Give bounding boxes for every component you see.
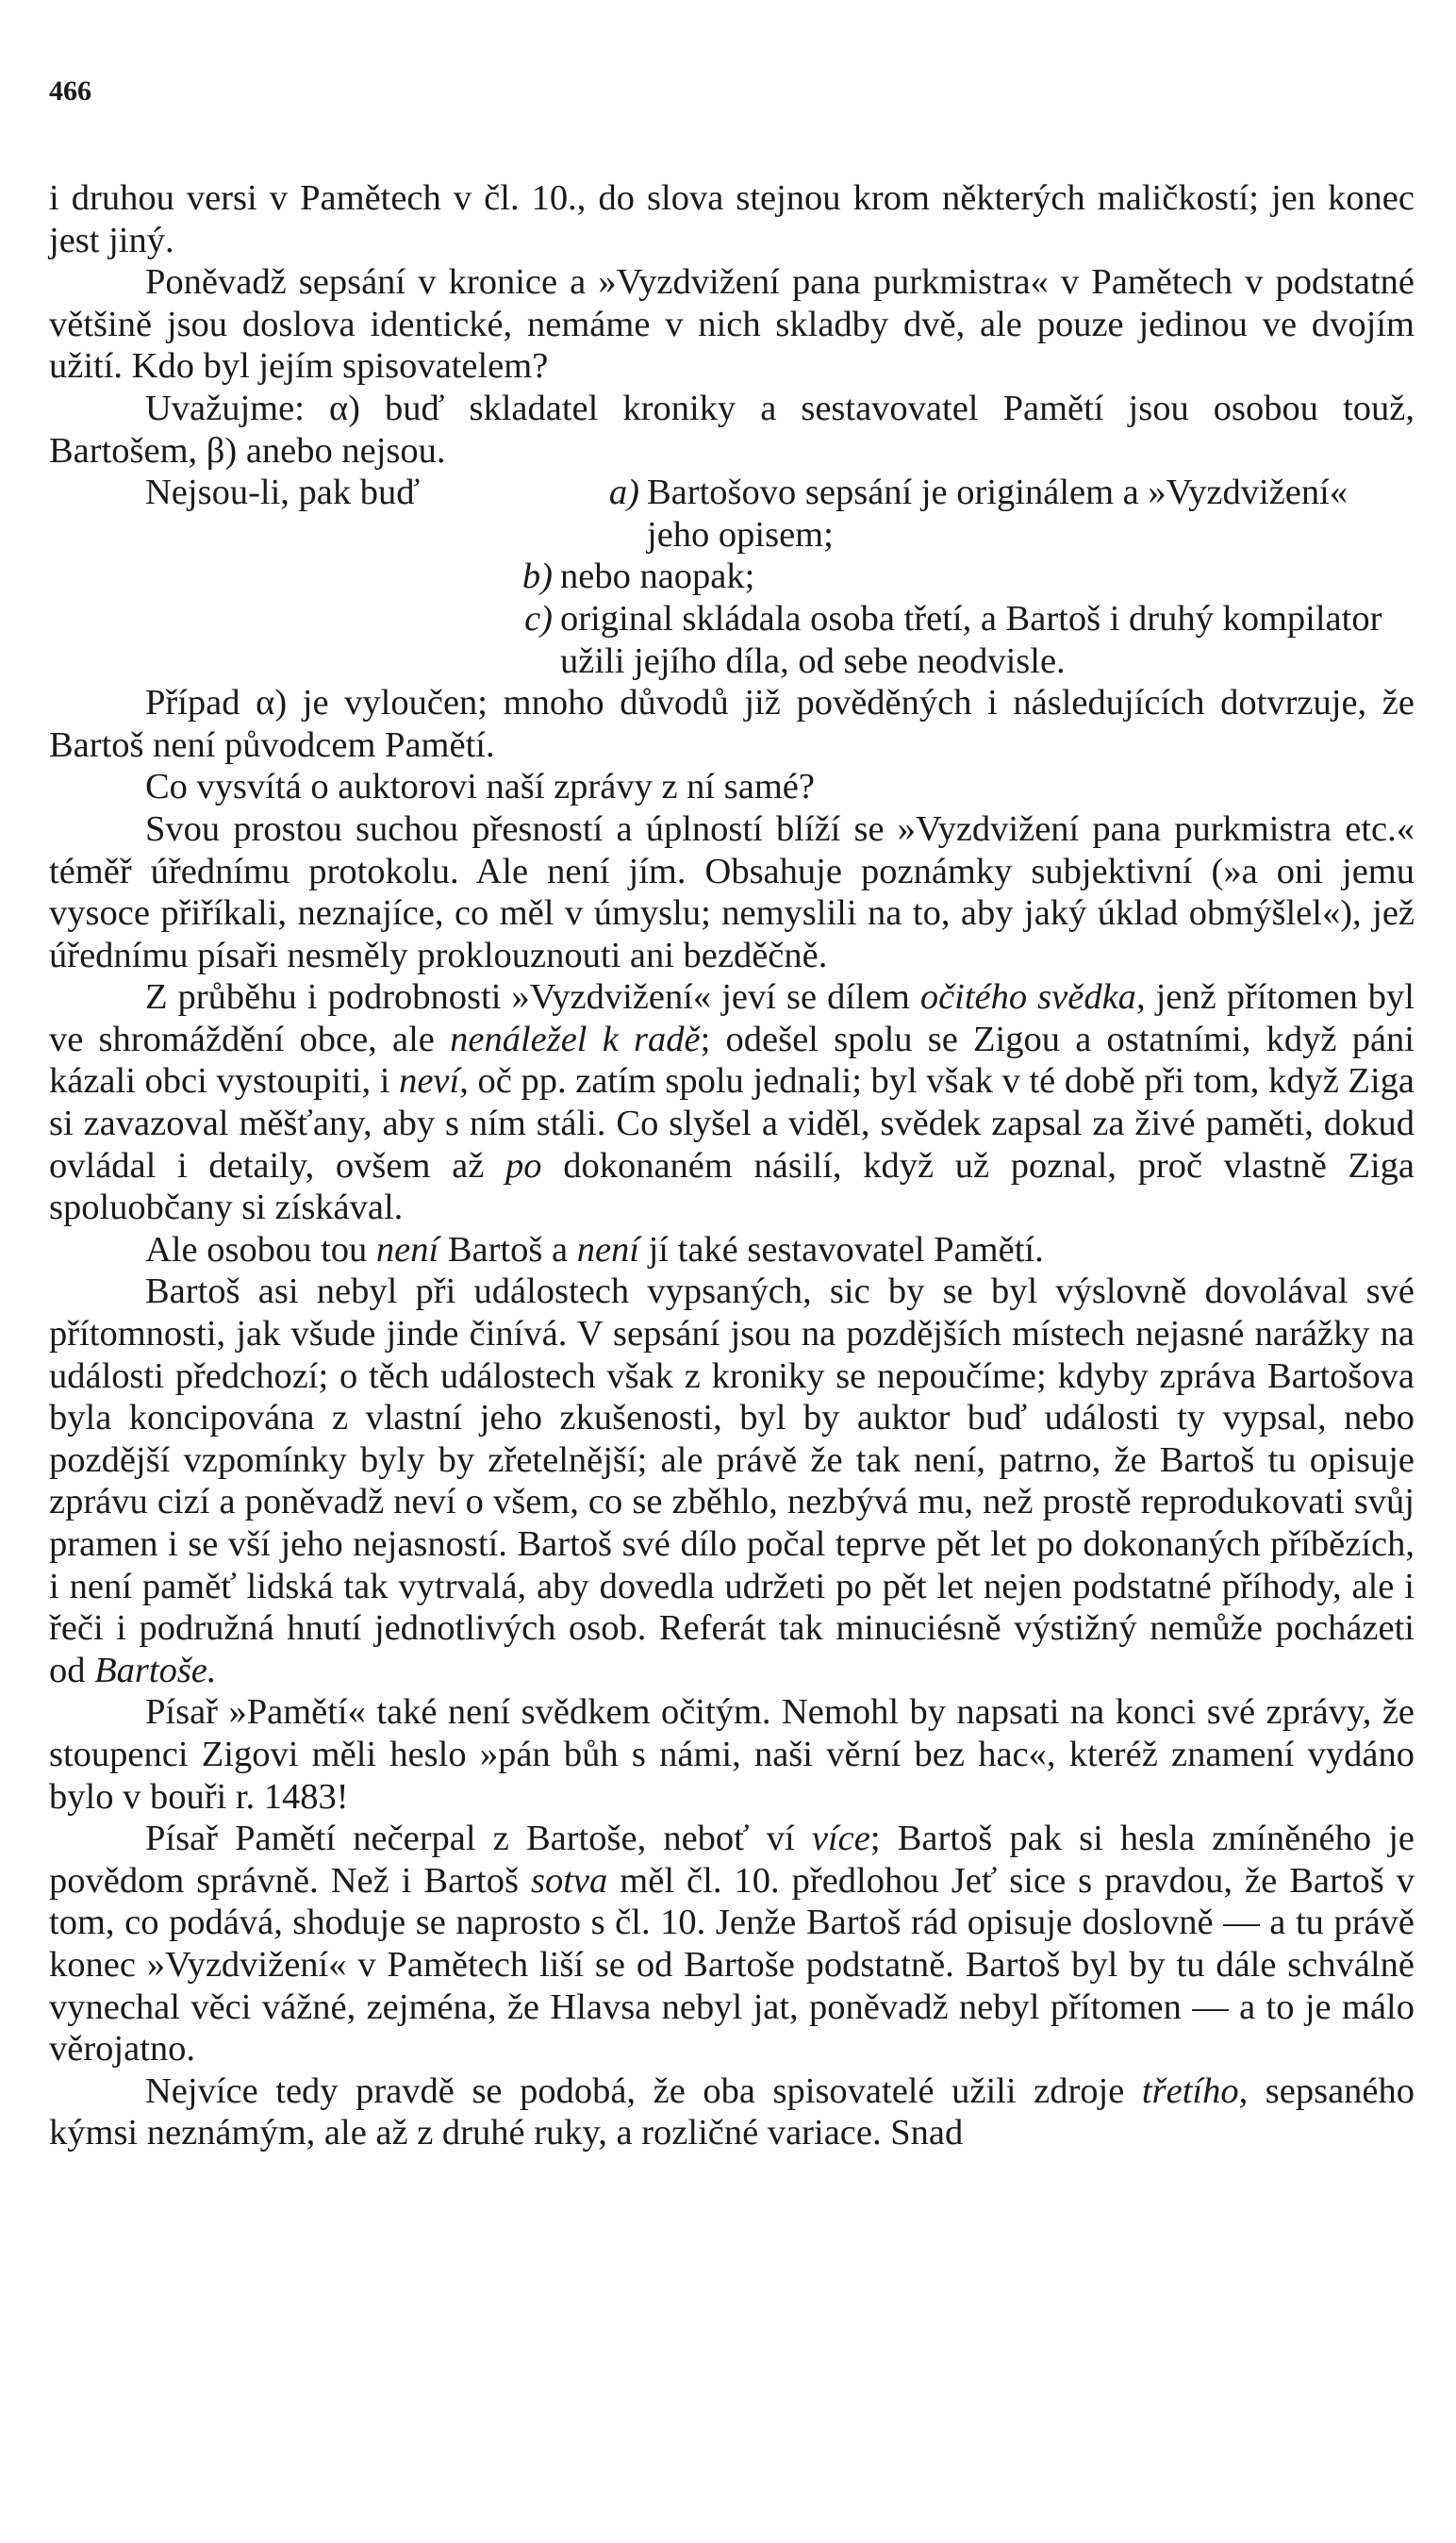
paragraph-11: Písař »Pamětí« také není svědkem očitým. Nemohl by napsati na konci své zprávy, že stoupenci Zigovi měli heslo »pán bůh s námi, naši věrní bez hac«, kteréž znamení vydáno bylo v bouři r. 1483! (49, 1692, 1415, 1817)
paragraph-6: Co vysvítá o auktorovi naší zprávy z ní samé? (145, 767, 815, 807)
page-number: 466 (49, 75, 91, 107)
emphasis: neví (399, 1061, 460, 1102)
case-a-letter: a) (608, 473, 639, 513)
case-b-text: nebo naopak; (560, 557, 755, 597)
emphasis: není (375, 1229, 439, 1270)
emphasis: sotva (530, 1860, 608, 1901)
case-lead: Nejsou-li, pak buď (145, 473, 421, 513)
paragraph-5: Případ α) je vyloučen; mnoho důvodů již pověděných i následujících dotvrzuje, že Bartoš není původcem Pamětí. (49, 683, 1415, 765)
case-c (49, 598, 1415, 682)
emphasis: po (505, 1145, 542, 1186)
paragraph-2: Poněvadž sepsání v kronice a »Vyzdvižení pana purkmistra« v Pamětech v podstatné většině jsou doslova identické, nemáme v nich skladby dvě, ale pouze jedinou ve dvojím užití. Kdo byl jejím spisovatelem? (49, 262, 1415, 387)
paragraph-7: Svou prostou suchou přesností a úplností blíží se »Vyzdvižení pana purkmistra etc.« téměř úřednímu protokolu. Ale není jím. Obsahuje poznámky subjektivní (»a oni jemu vysoce přiříkali, neznajíce, co měl v úmyslu; nemyslili na to, aby jaký úklad obmýšlel«), jež úřednímu písaři nesměly proklouznouti ani bezděčně. (49, 808, 1415, 975)
case-c-text: original skládala osoba třetí, a Bartoš i druhý kompilator užili jejího díla, od sebe neodvisle. (560, 598, 1382, 681)
paragraph-13: Nejvíce tedy pravdě se podobá, že oba spisovatelé užili zdroje třetího, sepsaného kýmsi neznámým, ale až z druhé ruky, a rozličné variace. Snad (49, 2070, 1415, 2153)
paragraph-9: Ale osobou tou není Bartoš a není jí také sestavovatel Pamětí. (145, 1229, 1044, 1270)
emphasis: očitého svědka (919, 977, 1136, 1018)
case-c-letter: c) (524, 598, 553, 639)
paragraph-1: i druhou versi v Pamětech v čl. 10., do slova stejnou krom některých maličkostí; jen konec jest jiný. (49, 178, 1415, 260)
case-b-letter: b) (521, 557, 553, 597)
emphasis: nenáležel k radě (450, 1019, 701, 1059)
emphasis: Bartoše. (94, 1650, 217, 1690)
paragraph-3: Uvažujme: α) buď skladatel kroniky a sestavovatel Pamětí jsou osobou touž, Bartošem, β) anebo nejsou. (49, 388, 1415, 471)
body-text (49, 177, 1415, 2154)
emphasis: více (811, 1819, 870, 1859)
paragraph-10: Bartoš asi nebyl při událostech vypsaných, sic by se byl výslovně dovolával své přítomnosti, jak všude jinde činívá. V sepsání jsou na pozdějších místech nejasné narážky na události předchozí; o těch událostech však z kroniky se nepoučíme; kdyby zpráva Bartošova byla koncipována z vlastní jeho zkušenosti, byl by auktor buď události ty vypsal, nebo pozdější vzpomínky byly by zřetelnější; ale právě že tak není, patrno, že Bartoš tu opisuje zprávu cizí a poněvadž neví o všem, co se zběhlo, nezbývá mu, než prostě reprodukovati svůj pramen i se vší jeho nejasností. Bartoš své dílo počal teprve pět let po dokonaných příbězích, i není paměť lidská tak vytrvalá, aby dovedla udržeti po pět let nejen podstatné příhody, ale i řeči i podružná hnutí jednotlivých osob. Referát tak minuciésně výstižný nemůže pocházeti od Bartoše. (49, 1272, 1415, 1690)
emphasis: není (576, 1229, 639, 1270)
emphasis: třetího (1141, 2070, 1239, 2111)
case-a (49, 472, 1415, 556)
paragraph-12: Písař Pamětí nečerpal z Bartoše, neboť ví více; Bartoš pak si hesla zmíněného je povědom správně. Než i Bartoš sotva měl čl. 10. předlohou Jeť sice s pravdou, že Bartoš v tom, co podává, shoduje se naprosto s čl. 10. Jenže Bartoš rád opisuje doslovně — a tu právě konec »Vyzdvižení« v Pamětech liší se od Bartoše podstatně. Bartoš byl by tu dále schválně vynechal věci vážné, zejména, že Hlavsa nebyl jat, poněvadž nebyl přítomen — a to je málo věrojatno. (49, 1819, 1415, 2069)
case-b (49, 556, 1415, 598)
case-a-text: Bartošovo sepsání je originálem a »Vyzdvižení« jeho opisem; (647, 473, 1348, 555)
paragraph-8: Z průběhu i podrobnosti »Vyzdvižení« jeví se dílem očitého svědka, jenž přítomen byl ve shromáždění obce, ale nenáležel k radě; odešel spolu se Zigou a ostatními, když páni kázali obci vystoupiti, i neví, oč pp. zatím spolu jednali; byl však v té době při tom, když Ziga si zavazoval měšťany, aby s ním stáli. Co slyšel a viděl, svědek zapsal za živé paměti, dokud ovládal i detaily, ovšem až po dokonaném násilí, když už poznal, proč vlastně Ziga spoluobčany si získával. (49, 977, 1415, 1228)
